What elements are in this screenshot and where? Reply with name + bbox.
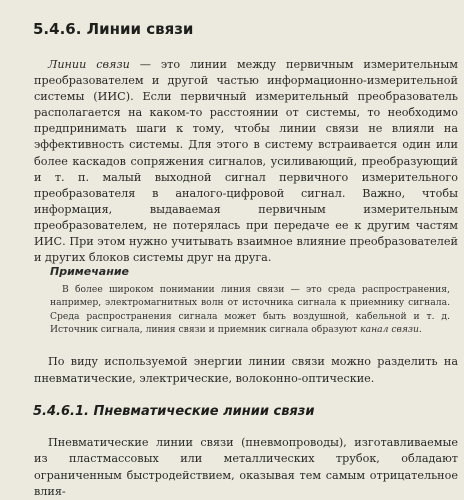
section-heading: 5.4.6. Линии связи [33, 20, 194, 38]
note-text [50, 283, 450, 337]
paragraph-communication-lines [34, 57, 458, 266]
note-end: . [418, 324, 422, 336]
note-title: Примечание [50, 265, 129, 278]
subsection-heading: 5.4.6.1. Пневматические линии связи [33, 404, 315, 419]
paragraph-energy-types: По виду используемой энергии линии связи можно разделить на пневматические, электрические, волоконно-оптические. [34, 355, 458, 385]
paragraph-pneumatic: Пневматические линии связи (пневмопроводы), изготавливаемые из пластмассовых или металлических трубок, обладают ограниченным быстродействием, оказывая тем самым отрицательное влия- [34, 436, 458, 498]
paragraph-1-text: — это линии между первичным измерительным преобразователем и другой частью информационно-измерительной системы (ИИС). Если первичный измерительный преобразователь располагается на каком-то расстоянии от системы, то необходимо предпринимать шаги к тому, чтобы линии связи не влияли на эффективность системы. Для этого в систему встраивается один или более каскадов сопряжения сигналов, усиливающий, преобразующий и т. п. малый выходной сигнал первичного измерительного преобразователя в аналого-цифровой сигнал. Важно, чтобы информация, выдаваемая первичным измерительным преобразователем, не потерялась при передаче ее к другим частям ИИС. При этом нужно учитывать взаимное влияние преобразователей и других блоков системы друг на друга. [34, 58, 458, 265]
term-communication-lines: Линии связи [48, 58, 130, 71]
term-channel: канал связи [360, 324, 419, 336]
note-body: В более широком понимании линия связи — это среда распространения, например, электромагнитных волн от источника сигнала к приемнику сигнала. Среда распространения сигнала может быть воздушной, кабельной и т. д. Источник сигнала, линия связи и приемник сигнала образуют [50, 284, 450, 336]
